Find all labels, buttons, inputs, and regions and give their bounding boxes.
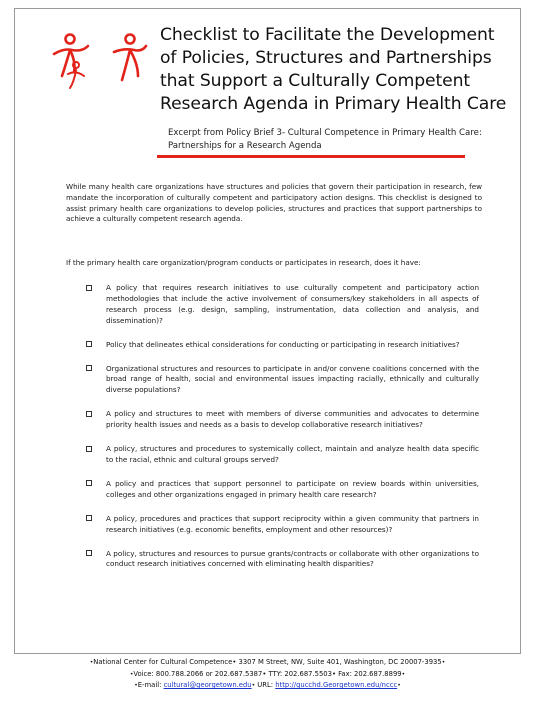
intro-paragraph: While many health care organizations have structures and policies that govern their participation in research, few mandate the incorporation of culturally competent and participatory action designs. This checklist is designed to assist primary health care organizations to develop policies, structures and practices that support partnerships to achieve a culturally competent research agenda.: [66, 182, 482, 224]
title-divider: [157, 155, 465, 158]
footer: [14, 657, 521, 692]
checklist-item-text: A policy, structures and procedures to systemically collect, maintain and analyze health data specific to the racial, ethnic and cultural groups served?: [106, 444, 479, 464]
footer-phone-line: •Voice: 800.788.2066 or 202.687.5387• TTY: 202.687.5503• Fax: 202.687.8899•: [129, 669, 406, 678]
footer-contact-line: •E-mail: cultural@georgetown.edu• URL: http://gucchd.Georgetown.edu/nccc•: [134, 681, 401, 690]
checkbox-icon[interactable]: [86, 480, 92, 486]
page-subtitle: Excerpt from Policy Brief 3- Cultural Competence in Primary Health Care: Partnerships for a Research Agenda: [168, 128, 482, 151]
checkbox-icon[interactable]: [86, 411, 92, 417]
checklist-item: [86, 444, 479, 466]
footer-email-link[interactable]: cultural@georgetown.edu: [163, 681, 252, 690]
checklist-item-text: A policy and structures to meet with members of diverse communities and advocates to determine priority health issues and needs as a basis to develop collaborative research initiatives?: [106, 409, 479, 430]
checklist-item: [86, 364, 479, 397]
checkbox-icon[interactable]: [86, 365, 92, 371]
checklist-item-text: A policy, structures and resources to pursue grants/contracts or collaborate with other organizations to conduct research initiatives concerned with eliminating health disparities?: [106, 548, 479, 569]
checkbox-icon[interactable]: [86, 515, 92, 521]
footer-address: National Center for Cultural Competence• 3307 M Street, NW, Suite 401, Washington, DC 20007-3935: [93, 658, 442, 666]
footer-url-link[interactable]: http://gucchd.Georgetown.edu/nccc: [275, 681, 398, 690]
checklist-item: [86, 514, 479, 536]
nccc-logo: [46, 32, 150, 92]
footer-url-label: URL:: [255, 681, 276, 690]
checklist-question: If the primary health care organization/program conducts or participates in research, does it have:: [66, 258, 421, 267]
checkbox-icon[interactable]: [86, 446, 92, 452]
checklist: [86, 283, 479, 583]
page-title: Checklist to Facilitate the Development of Policies, Structures and Partnerships that Support a Culturally Competent Research Agenda in Primary Health Care: [160, 25, 507, 114]
checklist-item-text: A policy, procedures and practices that support reciprocity within a given community that partners in research initiatives (e.g. economic benefits, employment and other resources)?: [106, 513, 479, 534]
checklist-item: [86, 479, 479, 501]
checklist-item: [86, 409, 479, 431]
footer-email-label: E-mail:: [137, 681, 164, 690]
checkbox-icon[interactable]: [86, 285, 92, 291]
checklist-item: [86, 283, 479, 327]
checklist-item: [86, 549, 479, 571]
checklist-item-text: Policy that delineates ethical considerations for conducting or participating in research initiatives?: [106, 339, 460, 349]
checkbox-icon[interactable]: [86, 341, 92, 347]
checklist-item-text: A policy that requires research initiatives to use culturally competent and participatory action methodologies that include the active involvement of consumers/key stakeholders in all aspects of research process (e.g. design, sampling, instrumentation, data collection and analysis, and dissemination)?: [106, 283, 479, 325]
checklist-item-text: A policy and practices that support personnel to participate on review boards within universities, colleges and other organizations engaged in primary health care research?: [106, 478, 479, 499]
footer-phones: Voice: 800.788.2066 or 202.687.5387• TTY: 202.687.5503• Fax: 202.687.8899: [133, 669, 402, 678]
logo-figure-head: [66, 35, 75, 44]
footer-address-line: •National Center for Cultural Competence• 3307 M Street, NW, Suite 401, Washington, DC 20007-3935•: [89, 658, 446, 666]
checklist-item-text: Organizational structures and resources to participate in and/or convene coalitions concerned with the broad range of health, social and environmental issues impacting racially, ethnically and culturally diverse populations?: [106, 363, 479, 395]
checkbox-icon[interactable]: [86, 550, 92, 556]
checklist-item: [86, 340, 479, 351]
